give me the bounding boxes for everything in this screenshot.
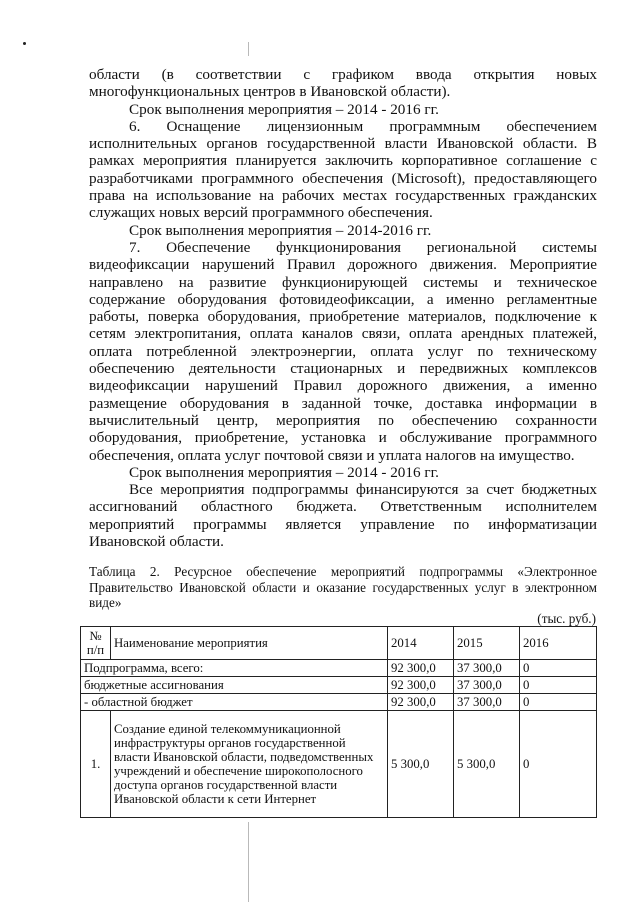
value-2014: 92 300,0 [388, 677, 454, 694]
deadline-line: Срок выполнения мероприятия – 2014 - 2016 гг. [129, 100, 439, 118]
item-number: 1. [81, 711, 111, 818]
header-2014: 2014 [388, 627, 454, 660]
item-name: Создание единой телекоммуникационной инфраструктуры органов государственной власти Ивановской области, подведомственных учреждений и обеспечение широкополосного доступа органов государственной власти Ивановской области к сети Интернет [111, 711, 388, 818]
row-label: Подпрограмма, всего: [81, 660, 388, 677]
scan-speck [23, 42, 26, 45]
table-row [81, 694, 597, 711]
value-2014: 5 300,0 [388, 711, 454, 818]
row-label: бюджетные ассигнования [81, 677, 388, 694]
header-2015: 2015 [454, 627, 520, 660]
paragraph-line: многофункциональных центров в Ивановской области). [89, 83, 451, 101]
item-6-heading: 6. Оснащение лицензионным программным обеспечением [129, 117, 597, 135]
item-6-text: исполнительных органов государственной власти Ивановской области. В рамках мероприятия планируется заключить корпоративное соглашение с разработчиками программного обеспечения (Microsoft), предоставляющего права на использование на рабочих местах государственных гражданских служащих новых версий программного обеспечения. [89, 135, 597, 222]
table-header-row [81, 627, 597, 660]
header-num: № п/п [81, 627, 111, 660]
scan-margin-mark-top [248, 42, 249, 56]
value-2016: 0 [520, 677, 597, 694]
caption-line: Правительство Ивановской области и оказание государственных услуг в электронном [89, 579, 597, 595]
caption-line: Таблица 2. Ресурсное обеспечение мероприятий подпрограммы «Электронное [89, 564, 597, 579]
unit-note: (тыс. руб.) [537, 611, 596, 626]
value-2015: 37 300,0 [454, 660, 520, 677]
table-caption [89, 564, 597, 611]
resource-table [80, 626, 597, 818]
deadline-line: Срок выполнения мероприятия – 2014 - 2016 гг. [129, 463, 439, 481]
header-2016: 2016 [520, 627, 597, 660]
row-label: - областной бюджет [81, 694, 388, 711]
paragraph-line: области (в соответствии с графиком ввода открытия новых [89, 66, 597, 83]
value-2015: 5 300,0 [454, 711, 520, 818]
value-2014: 92 300,0 [388, 660, 454, 677]
item-7-heading: 7. Обеспечение функционирования региональной системы [129, 238, 597, 256]
deadline-line: Срок выполнения мероприятия – 2014-2016 гг. [129, 221, 432, 239]
scan-margin-mark-bottom [248, 822, 249, 902]
value-2014: 92 300,0 [388, 694, 454, 711]
table-row [81, 660, 597, 677]
caption-line: виде» [89, 595, 122, 611]
value-2016: 0 [520, 711, 597, 818]
value-2015: 37 300,0 [454, 677, 520, 694]
table-row-item-1 [81, 711, 597, 818]
header-name: Наименование мероприятия [111, 627, 388, 660]
item-7-text: видеофиксации нарушений Правил дорожного движения. Мероприятие направлено на развитие функционирующей системы и техническое содержание оборудования фотовидеофиксации, а именно регламентные работы, поверка оборудования, приобретение материалов, подключение к сетям электропитания, оплата каналов связи, оплата арендных платежей, оплата потребленной электроэнергии, оплата услуг по техническому обеспечению деятельности стационарных и передвижных комплексов видеофиксации нарушений Правил дорожного движения, а именно размещение оборудования в заданной точке, доставка информации в вычислительный центр, мероприятия по обеспечению сохранности оборудования, приобретение, установка и обслуживание программного обеспечения, оплата услуг почтовой связи и уплата налогов на имущество. [89, 256, 597, 464]
financing-paragraph: Все мероприятия подпрограммы финансируются за счет бюджетных ассигнований областного бюджета. Ответственным исполнителем мероприятий программы является управление по информатизации Ивановской области. [89, 481, 597, 551]
value-2015: 37 300,0 [454, 694, 520, 711]
table-row [81, 677, 597, 694]
value-2016: 0 [520, 694, 597, 711]
value-2016: 0 [520, 660, 597, 677]
document-body [89, 66, 597, 550]
